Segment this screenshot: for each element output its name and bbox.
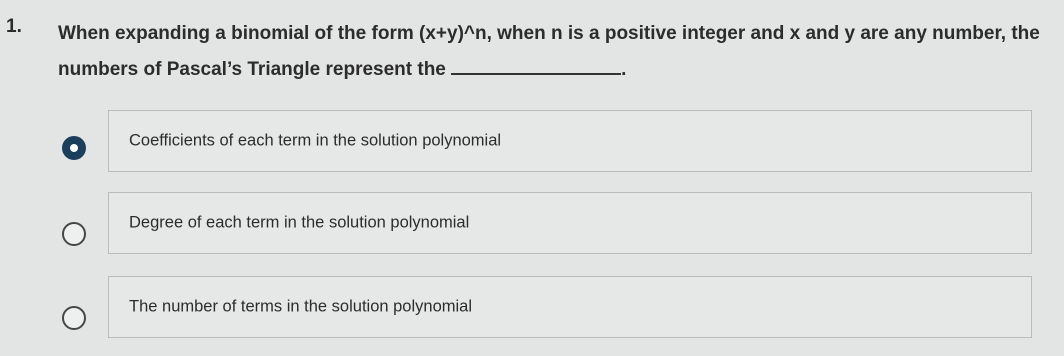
choice-2-label: Degree of each term in the solution polynomial <box>129 213 470 232</box>
question-number: 1. <box>6 16 22 37</box>
choice-2-radio[interactable] <box>62 222 86 246</box>
question-end-punctuation: . <box>621 59 627 80</box>
answer-blank <box>451 57 621 75</box>
choice-3-radio[interactable] <box>62 306 86 330</box>
choice-1[interactable] <box>108 110 1032 172</box>
choice-1-radio[interactable] <box>62 136 86 160</box>
choice-2[interactable] <box>108 192 1032 254</box>
question-text <box>58 16 1058 88</box>
choice-1-label: Coefficients of each term in the solution polynomial <box>129 131 502 150</box>
choice-3-label: The number of terms in the solution polynomial <box>129 297 473 316</box>
question-stem: When expanding a binomial of the form (x+y)^n, when n is a positive integer and x and y are any number, the numbers of Pascal’s Triangle represent the <box>58 23 1040 80</box>
choice-3[interactable] <box>108 276 1032 338</box>
